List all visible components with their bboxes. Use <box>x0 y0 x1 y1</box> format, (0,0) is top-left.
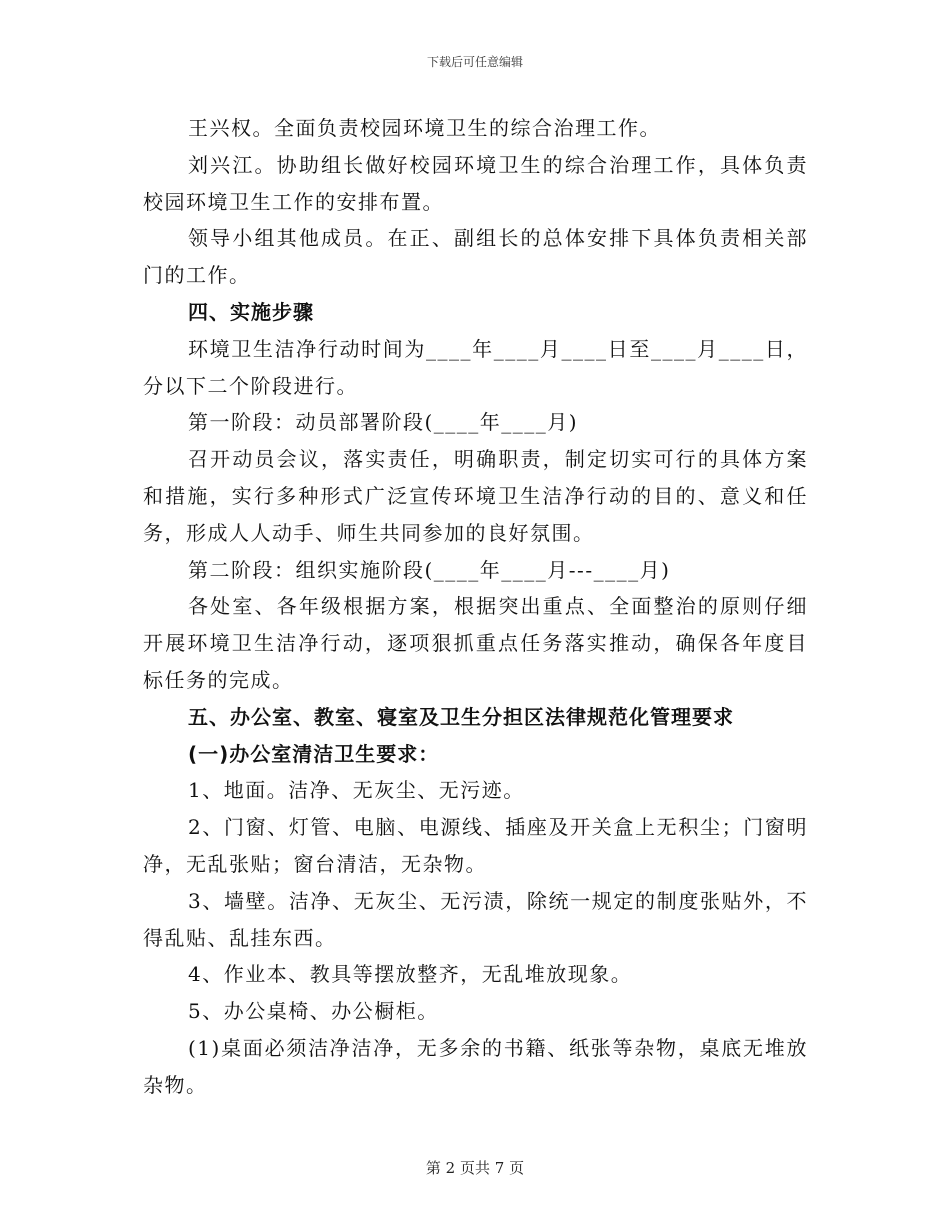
section-heading: 四、实施步骤 <box>188 299 314 324</box>
page-header: 下载后可任意编辑 <box>426 55 523 69</box>
paragraph: 召开动员会议，落实责任，明确职责，制定切实可行的具体方案和措施，实行多种形式广泛宣传环境卫生洁净行动的目的、意义和任务，形成人人动手、师生共同参加的良好氛围。 <box>143 447 808 545</box>
list-item: 2、门窗、灯管、电脑、电源线、插座及开关盒上无积尘；门窗明净，无乱张贴；窗台清洁，无杂物。 <box>143 815 808 876</box>
section-heading: 五、办公室、教室、寝室及卫生分担区法律规范化管理要求 <box>188 704 734 729</box>
paragraph: 领导小组其他成员。在正、副组长的总体安排下具体负责相关部门的工作。 <box>143 226 808 288</box>
list-item: 1、地面。洁净、无灰尘、无污迹。 <box>188 778 525 803</box>
paragraph: 王兴权。全面负责校园环境卫生的综合治理工作。 <box>188 116 661 140</box>
paragraph: 环境卫生洁净行动时间为____年____月____日至____月____日，分以下二个阶段进行。 <box>143 336 808 398</box>
document-body <box>143 110 808 1104</box>
subsection-heading: (一)办公室清洁卫生要求： <box>188 741 440 766</box>
list-item: 4、作业本、教具等摆放整齐，无乱堆放现象。 <box>188 962 633 987</box>
list-item: 5、办公桌椅、办公橱柜。 <box>188 999 439 1024</box>
list-item: (1)桌面必须洁净洁净，无多余的书籍、纸张等杂物，桌底无堆放杂物。 <box>143 1035 808 1097</box>
paragraph: 第一阶段：动员部署阶段(____年____月) <box>188 410 579 435</box>
list-item: 3、墙壁。洁净、无灰尘、无污渍，除统一规定的制度张贴外，不得乱贴、乱挂东西。 <box>143 888 808 950</box>
paragraph: 各处室、各年级根据方案，根据突出重点、全面整治的原则仔细开展环境卫生洁净行动，逐项狠抓重点任务落实推动，确保各年度目标任务的完成。 <box>143 594 808 692</box>
paragraph: 第二阶段：组织实施阶段(____年____月---____月) <box>188 557 671 582</box>
paragraph: 刘兴江。协助组长做好校园环境卫生的综合治理工作，具体负责校园环境卫生工作的安排布置。 <box>143 152 808 214</box>
page-footer: 第 2 页共 7 页 <box>425 1159 525 1177</box>
